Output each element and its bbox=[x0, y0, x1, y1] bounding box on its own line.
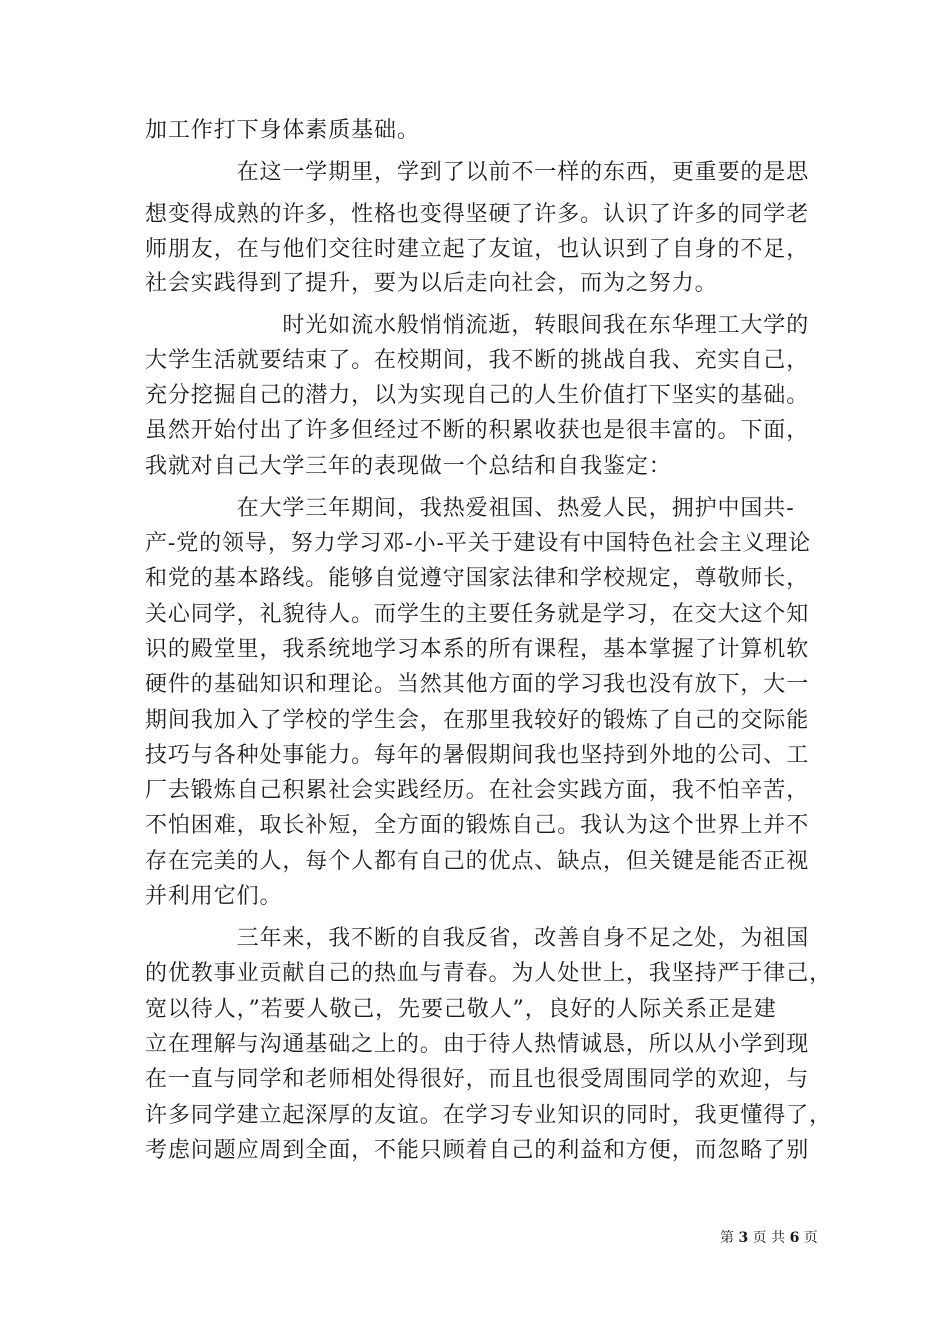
text-line: 在一直与同学和老师相处得很好，而且也很受周围同学的欢迎，与 bbox=[145, 1067, 810, 1092]
text-line: 和党的基本路线。能够自觉遵守国家法律和学校规定，尊敬师长， bbox=[145, 566, 810, 591]
text-line: 厂去锻炼自己积累社会实践经历。在社会实践方面，我不怕辛苦， bbox=[145, 778, 810, 803]
text-line: 许多同学建立起深厚的友谊。在学习专业知识的同时，我更懂得了， bbox=[145, 1103, 833, 1128]
text-line: 识的殿堂里，我系统地学习本系的所有课程，基本掌握了计算机软 bbox=[145, 637, 810, 662]
text-line: 宽以待人，”若要人敬己，先要己敬人”，良好的人际关系正是建 bbox=[145, 997, 777, 1022]
text-line: 加工作打下身体素质基础。 bbox=[145, 118, 420, 143]
text-line: 在大学三年期间，我热爱祖国、热爱人民，拥护中国共- bbox=[145, 496, 795, 521]
total-page-number: 6 bbox=[789, 1230, 800, 1246]
text-line: 充分挖掘自己的潜力，以为实现自己的人生价值打下坚实的基础。 bbox=[145, 383, 810, 408]
text-line: 社会实践得到了提升，要为以后走向社会，而为之努力。 bbox=[145, 271, 718, 296]
text-line: 我就对自己大学三年的表现做一个总结和自我鉴定： bbox=[145, 454, 672, 479]
text-line: 三年来，我不断的自我反省，改善自身不足之处，为祖国 bbox=[145, 926, 810, 951]
text-line: 的优教事业贡献自己的热血与青春。为人处世上，我坚持严于律己， bbox=[145, 961, 833, 986]
text-line: 大学生活就要结束了。在校期间，我不断的挑战自我、充实自己， bbox=[145, 348, 810, 373]
text-line: 立在理解与沟通基础之上的。由于待人热情诚恳，所以从小学到现 bbox=[145, 1032, 810, 1057]
text-line: 技巧与各种处事能力。每年的暑假期间我也坚持到外地的公司、工 bbox=[145, 743, 810, 768]
text-line: 硬件的基础知识和理论。当然其他方面的学习我也没有放下，大一 bbox=[145, 672, 810, 697]
current-page-number: 3 bbox=[738, 1230, 749, 1246]
text-line: 师朋友，在与他们交往时建立起了友谊，也认识到了自身的不足， bbox=[145, 237, 810, 262]
text-line: 在这一学期里，学到了以前不一样的东西，更重要的是思 bbox=[145, 160, 810, 185]
text-line: 产-党的领导，努力学习邓-小-平关于建设有中国特色社会主义理论 bbox=[145, 531, 812, 556]
page-footer bbox=[720, 1231, 818, 1245]
text-line: 考虑问题应周到全面，不能只顾着自己的利益和方便，而忽略了别 bbox=[145, 1138, 810, 1163]
text-line: 想变得成熟的许多，性格也变得坚硬了许多。认识了许多的同学老 bbox=[145, 202, 810, 227]
text-line: 期间我加入了学校的学生会，在那里我较好的锻炼了自己的交际能 bbox=[145, 708, 810, 733]
text-line: 时光如流水般悄悄流逝，转眼间我在东华理工大学的 bbox=[145, 313, 810, 338]
text-line: 并利用它们。 bbox=[145, 884, 283, 909]
footer-middle: 页 共 bbox=[752, 1230, 786, 1246]
text-line: 关心同学，礼貌待人。而学生的主要任务就是学习，在交大这个知 bbox=[145, 602, 810, 627]
footer-prefix: 第 bbox=[720, 1230, 734, 1246]
text-line: 虽然开始付出了许多但经过不断的积累收获也是很丰富的。下面， bbox=[145, 418, 810, 443]
footer-suffix: 页 bbox=[803, 1230, 818, 1246]
text-line: 不怕困难，取长补短，全方面的锻炼自己。我认为这个世界上并不 bbox=[145, 813, 810, 838]
text-line: 存在完美的人，每个人都有自己的优点、缺点，但关键是能否正视 bbox=[145, 849, 810, 874]
